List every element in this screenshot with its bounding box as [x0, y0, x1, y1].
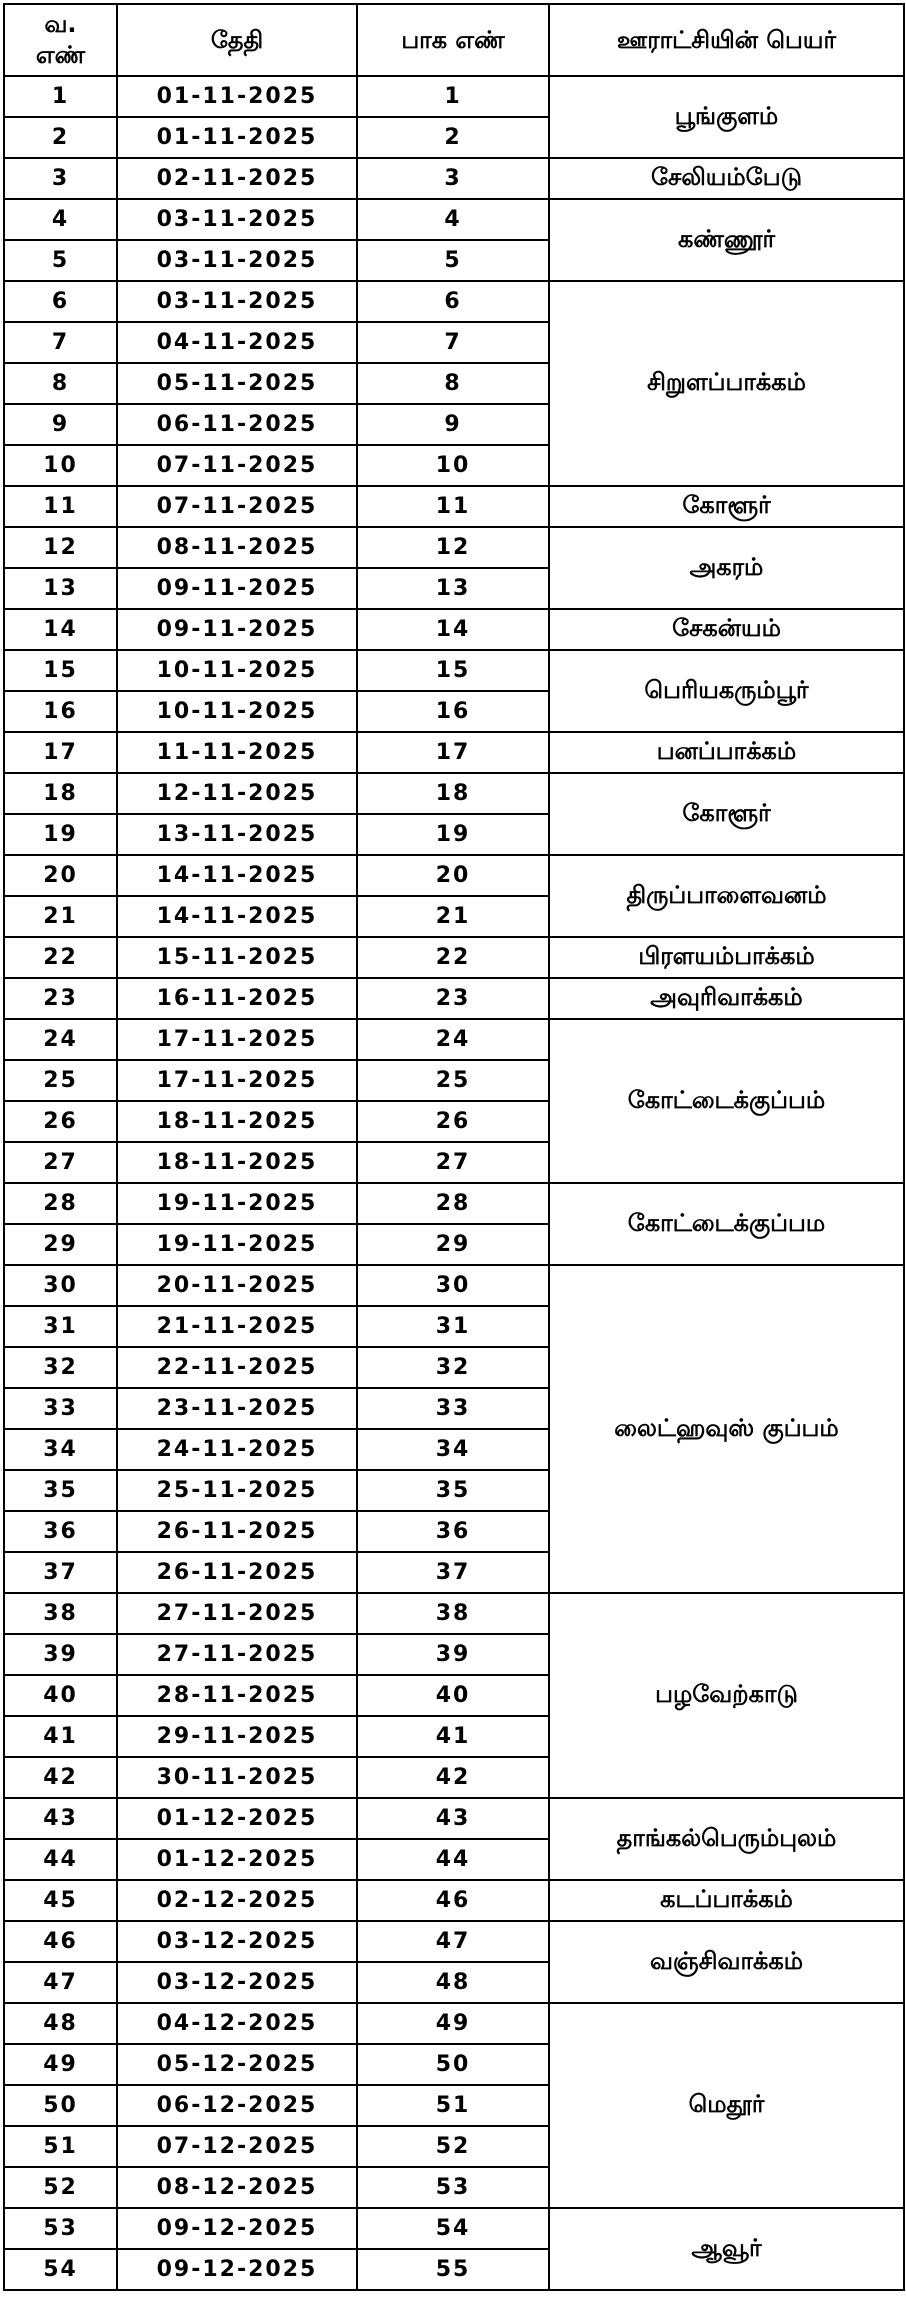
date-cell: 07-12-2025 [117, 2126, 357, 2167]
serial-no-cell: 50 [4, 2085, 117, 2126]
date-cell: 27-11-2025 [117, 1634, 357, 1675]
serial-no-cell: 15 [4, 650, 117, 691]
village-name-cell: பெரியகரும்பூர் [549, 650, 904, 732]
table-row [4, 855, 904, 896]
part-no-cell: 37 [357, 1552, 549, 1593]
part-no-cell: 42 [357, 1757, 549, 1798]
serial-no-cell: 9 [4, 404, 117, 445]
serial-no-cell: 8 [4, 363, 117, 404]
part-no-cell: 29 [357, 1224, 549, 1265]
serial-no-cell: 4 [4, 199, 117, 240]
part-no-cell: 41 [357, 1716, 549, 1757]
serial-no-cell: 14 [4, 609, 117, 650]
part-no-cell: 33 [357, 1388, 549, 1429]
serial-no-cell: 48 [4, 2003, 117, 2044]
part-no-cell: 49 [357, 2003, 549, 2044]
part-no-cell: 47 [357, 1921, 549, 1962]
part-no-cell: 50 [357, 2044, 549, 2085]
village-name-cell: சேகன்யம் [549, 609, 904, 650]
serial-no-cell: 30 [4, 1265, 117, 1306]
date-cell: 06-11-2025 [117, 404, 357, 445]
part-no-cell: 46 [357, 1880, 549, 1921]
date-cell: 28-11-2025 [117, 1675, 357, 1716]
serial-no-cell: 24 [4, 1019, 117, 1060]
date-cell: 08-12-2025 [117, 2167, 357, 2208]
serial-no-cell: 35 [4, 1470, 117, 1511]
part-no-cell: 53 [357, 2167, 549, 2208]
part-no-cell: 13 [357, 568, 549, 609]
date-cell: 05-11-2025 [117, 363, 357, 404]
date-cell: 04-12-2025 [117, 2003, 357, 2044]
part-no-cell: 39 [357, 1634, 549, 1675]
serial-no-cell: 34 [4, 1429, 117, 1470]
village-name-cell: கோளூர் [549, 773, 904, 855]
polling-schedule-table [3, 3, 905, 2291]
table-row [4, 1183, 904, 1224]
serial-no-cell: 42 [4, 1757, 117, 1798]
header-serial-line2: எண் [35, 41, 86, 69]
date-cell: 09-11-2025 [117, 568, 357, 609]
part-no-cell: 35 [357, 1470, 549, 1511]
serial-no-cell: 43 [4, 1798, 117, 1839]
village-name-cell: சிறுளப்பாக்கம் [549, 281, 904, 486]
part-no-cell: 36 [357, 1511, 549, 1552]
serial-no-cell: 40 [4, 1675, 117, 1716]
date-cell: 27-11-2025 [117, 1593, 357, 1634]
village-name-cell: அகரம் [549, 527, 904, 609]
date-cell: 18-11-2025 [117, 1142, 357, 1183]
date-cell: 03-11-2025 [117, 240, 357, 281]
table-row [4, 1798, 904, 1839]
serial-no-cell: 39 [4, 1634, 117, 1675]
date-cell: 26-11-2025 [117, 1511, 357, 1552]
serial-no-cell: 32 [4, 1347, 117, 1388]
serial-no-cell: 13 [4, 568, 117, 609]
table-row [4, 527, 904, 568]
part-no-cell: 26 [357, 1101, 549, 1142]
part-no-cell: 3 [357, 158, 549, 199]
serial-no-cell: 53 [4, 2208, 117, 2249]
date-cell: 25-11-2025 [117, 1470, 357, 1511]
date-cell: 20-11-2025 [117, 1265, 357, 1306]
date-cell: 22-11-2025 [117, 1347, 357, 1388]
date-cell: 14-11-2025 [117, 896, 357, 937]
part-no-cell: 20 [357, 855, 549, 896]
table-row [4, 486, 904, 527]
part-no-cell: 54 [357, 2208, 549, 2249]
date-cell: 17-11-2025 [117, 1019, 357, 1060]
serial-no-cell: 29 [4, 1224, 117, 1265]
table-row [4, 978, 904, 1019]
serial-no-cell: 19 [4, 814, 117, 855]
village-name-cell: வஞ்சிவாக்கம் [549, 1921, 904, 2003]
village-name-cell: அவுரிவாக்கம் [549, 978, 904, 1019]
part-no-cell: 51 [357, 2085, 549, 2126]
serial-no-cell: 45 [4, 1880, 117, 1921]
part-no-cell: 55 [357, 2249, 549, 2290]
part-no-cell: 1 [357, 76, 549, 117]
table-row [4, 199, 904, 240]
date-cell: 26-11-2025 [117, 1552, 357, 1593]
village-name-cell: பிரளயம்பாக்கம் [549, 937, 904, 978]
part-no-cell: 10 [357, 445, 549, 486]
date-cell: 16-11-2025 [117, 978, 357, 1019]
serial-no-cell: 22 [4, 937, 117, 978]
part-no-cell: 23 [357, 978, 549, 1019]
village-name-cell: லைட்ஹவுஸ் குப்பம் [549, 1265, 904, 1593]
village-name-cell: சேலியம்பேடு [549, 158, 904, 199]
serial-no-cell: 27 [4, 1142, 117, 1183]
part-no-cell: 30 [357, 1265, 549, 1306]
serial-no-cell: 21 [4, 896, 117, 937]
date-cell: 03-11-2025 [117, 281, 357, 322]
part-no-cell: 34 [357, 1429, 549, 1470]
table-row [4, 2208, 904, 2249]
village-name-cell: கோட்டைக்குப்பம் [549, 1019, 904, 1183]
serial-no-cell: 25 [4, 1060, 117, 1101]
village-name-cell: தாங்கல்பெரும்புலம் [549, 1798, 904, 1880]
part-no-cell: 25 [357, 1060, 549, 1101]
date-cell: 10-11-2025 [117, 691, 357, 732]
table-row [4, 650, 904, 691]
date-cell: 07-11-2025 [117, 486, 357, 527]
village-name-cell: பூங்குளம் [549, 76, 904, 158]
serial-no-cell: 23 [4, 978, 117, 1019]
table-row [4, 1880, 904, 1921]
serial-no-cell: 41 [4, 1716, 117, 1757]
serial-no-cell: 52 [4, 2167, 117, 2208]
date-cell: 01-12-2025 [117, 1839, 357, 1880]
date-cell: 02-12-2025 [117, 1880, 357, 1921]
village-name-cell: கடப்பாக்கம் [549, 1880, 904, 1921]
date-cell: 17-11-2025 [117, 1060, 357, 1101]
date-cell: 10-11-2025 [117, 650, 357, 691]
date-cell: 18-11-2025 [117, 1101, 357, 1142]
village-name-cell: மெதூர் [549, 2003, 904, 2208]
village-name-cell: பழவேற்காடு [549, 1593, 904, 1798]
header-date: தேதி [117, 4, 357, 76]
date-cell: 03-12-2025 [117, 1962, 357, 2003]
serial-no-cell: 38 [4, 1593, 117, 1634]
village-name-cell: ஆவூர் [549, 2208, 904, 2290]
serial-no-cell: 31 [4, 1306, 117, 1347]
serial-no-cell: 17 [4, 732, 117, 773]
date-cell: 09-12-2025 [117, 2208, 357, 2249]
part-no-cell: 14 [357, 609, 549, 650]
serial-no-cell: 3 [4, 158, 117, 199]
part-no-cell: 19 [357, 814, 549, 855]
part-no-cell: 12 [357, 527, 549, 568]
part-no-cell: 44 [357, 1839, 549, 1880]
serial-no-cell: 44 [4, 1839, 117, 1880]
date-cell: 01-11-2025 [117, 76, 357, 117]
table-row [4, 281, 904, 322]
table-row [4, 1593, 904, 1634]
serial-no-cell: 54 [4, 2249, 117, 2290]
date-cell: 03-11-2025 [117, 199, 357, 240]
serial-no-cell: 2 [4, 117, 117, 158]
table-row [4, 773, 904, 814]
serial-no-cell: 6 [4, 281, 117, 322]
part-no-cell: 48 [357, 1962, 549, 2003]
serial-no-cell: 20 [4, 855, 117, 896]
serial-no-cell: 46 [4, 1921, 117, 1962]
part-no-cell: 11 [357, 486, 549, 527]
part-no-cell: 27 [357, 1142, 549, 1183]
date-cell: 08-11-2025 [117, 527, 357, 568]
serial-no-cell: 37 [4, 1552, 117, 1593]
serial-no-cell: 10 [4, 445, 117, 486]
date-cell: 12-11-2025 [117, 773, 357, 814]
date-cell: 15-11-2025 [117, 937, 357, 978]
part-no-cell: 38 [357, 1593, 549, 1634]
part-no-cell: 43 [357, 1798, 549, 1839]
part-no-cell: 24 [357, 1019, 549, 1060]
date-cell: 04-11-2025 [117, 322, 357, 363]
part-no-cell: 16 [357, 691, 549, 732]
date-cell: 29-11-2025 [117, 1716, 357, 1757]
date-cell: 06-12-2025 [117, 2085, 357, 2126]
date-cell: 09-12-2025 [117, 2249, 357, 2290]
serial-no-cell: 1 [4, 76, 117, 117]
part-no-cell: 17 [357, 732, 549, 773]
date-cell: 19-11-2025 [117, 1224, 357, 1265]
table-body [4, 76, 904, 2290]
serial-no-cell: 28 [4, 1183, 117, 1224]
table-row [4, 76, 904, 117]
serial-no-cell: 11 [4, 486, 117, 527]
part-no-cell: 32 [357, 1347, 549, 1388]
table-row [4, 1019, 904, 1060]
table-row [4, 158, 904, 199]
date-cell: 03-12-2025 [117, 1921, 357, 1962]
part-no-cell: 22 [357, 937, 549, 978]
part-no-cell: 15 [357, 650, 549, 691]
date-cell: 19-11-2025 [117, 1183, 357, 1224]
part-no-cell: 9 [357, 404, 549, 445]
date-cell: 24-11-2025 [117, 1429, 357, 1470]
village-name-cell: கோட்டைக்குப்பம [549, 1183, 904, 1265]
serial-no-cell: 26 [4, 1101, 117, 1142]
village-name-cell: கண்ணூர் [549, 199, 904, 281]
date-cell: 05-12-2025 [117, 2044, 357, 2085]
header-part-no: பாக எண் [357, 4, 549, 76]
serial-no-cell: 16 [4, 691, 117, 732]
date-cell: 11-11-2025 [117, 732, 357, 773]
part-no-cell: 21 [357, 896, 549, 937]
table-row [4, 2003, 904, 2044]
part-no-cell: 31 [357, 1306, 549, 1347]
date-cell: 07-11-2025 [117, 445, 357, 486]
date-cell: 01-12-2025 [117, 1798, 357, 1839]
header-serial-line1: வ. [44, 10, 77, 38]
part-no-cell: 52 [357, 2126, 549, 2167]
part-no-cell: 7 [357, 322, 549, 363]
date-cell: 13-11-2025 [117, 814, 357, 855]
part-no-cell: 18 [357, 773, 549, 814]
serial-no-cell: 36 [4, 1511, 117, 1552]
date-cell: 23-11-2025 [117, 1388, 357, 1429]
date-cell: 09-11-2025 [117, 609, 357, 650]
serial-no-cell: 49 [4, 2044, 117, 2085]
village-name-cell: திருப்பாளைவனம் [549, 855, 904, 937]
table-row [4, 1921, 904, 1962]
serial-no-cell: 12 [4, 527, 117, 568]
table-row [4, 609, 904, 650]
part-no-cell: 2 [357, 117, 549, 158]
header-row [4, 4, 904, 76]
serial-no-cell: 18 [4, 773, 117, 814]
date-cell: 01-11-2025 [117, 117, 357, 158]
serial-no-cell: 5 [4, 240, 117, 281]
header-serial-no [4, 4, 117, 76]
village-name-cell: கோளூர் [549, 486, 904, 527]
date-cell: 14-11-2025 [117, 855, 357, 896]
date-cell: 30-11-2025 [117, 1757, 357, 1798]
table-row [4, 1265, 904, 1306]
table-row [4, 937, 904, 978]
part-no-cell: 40 [357, 1675, 549, 1716]
part-no-cell: 8 [357, 363, 549, 404]
village-name-cell: பனப்பாக்கம் [549, 732, 904, 773]
part-no-cell: 6 [357, 281, 549, 322]
serial-no-cell: 33 [4, 1388, 117, 1429]
part-no-cell: 5 [357, 240, 549, 281]
table-row [4, 732, 904, 773]
serial-no-cell: 7 [4, 322, 117, 363]
date-cell: 21-11-2025 [117, 1306, 357, 1347]
part-no-cell: 28 [357, 1183, 549, 1224]
date-cell: 02-11-2025 [117, 158, 357, 199]
header-village-name: ஊராட்சியின் பெயர் [549, 4, 904, 76]
serial-no-cell: 51 [4, 2126, 117, 2167]
serial-no-cell: 47 [4, 1962, 117, 2003]
part-no-cell: 4 [357, 199, 549, 240]
